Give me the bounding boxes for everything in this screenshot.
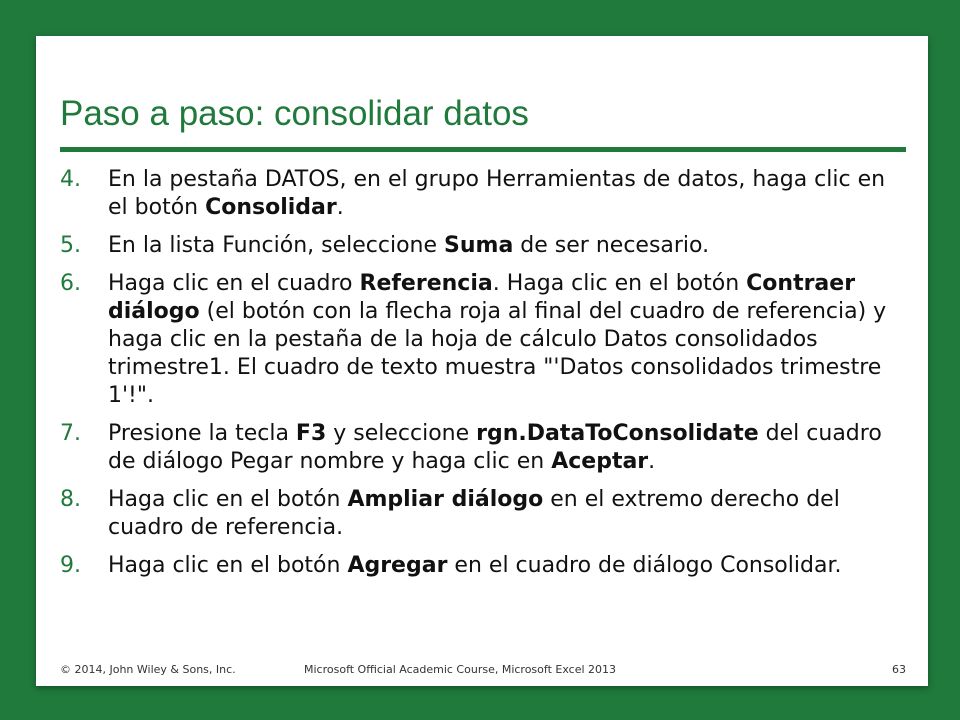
step-item	[60, 232, 910, 260]
title-underline	[60, 147, 906, 152]
footer-copyright: © 2014, John Wiley & Sons, Inc.	[60, 663, 236, 676]
step-emphasis: rgn.DataToConsolidate	[476, 421, 759, 446]
step-text-segment: .	[336, 195, 344, 220]
step-emphasis: Suma	[444, 233, 514, 258]
slide-title: Paso a paso: consolidar datos	[60, 94, 529, 133]
step-text	[108, 232, 910, 260]
step-text-segment: .	[648, 449, 656, 474]
step-text-segment: del cuadro de diálogo Pegar nombre y haga clic en	[108, 421, 882, 474]
step-emphasis: Referencia	[359, 271, 493, 296]
footer-course: Microsoft Official Academic Course, Microsoft Excel 2013	[304, 663, 617, 676]
step-item	[60, 270, 910, 410]
step-item	[60, 486, 910, 542]
step-text-segment: y seleccione	[326, 421, 477, 446]
step-emphasis: Consolidar	[205, 195, 337, 220]
step-text-segment: Haga clic en el botón	[108, 487, 348, 512]
step-text	[108, 552, 910, 580]
slide	[36, 36, 928, 686]
step-item	[60, 552, 910, 580]
step-text-segment: Presione la tecla	[108, 421, 296, 446]
step-text-segment: en el extremo derecho del cuadro de referencia.	[108, 487, 840, 540]
step-text-segment: Haga clic en el botón	[108, 553, 348, 578]
step-emphasis: Aceptar	[551, 449, 649, 474]
step-text-segment: de ser necesario.	[513, 233, 710, 258]
step-number: 7.	[60, 421, 81, 446]
step-emphasis: Agregar	[347, 553, 448, 578]
slide-footer	[60, 663, 906, 679]
step-text-segment: Haga clic en el cuadro	[108, 271, 360, 296]
step-number: 5.	[60, 233, 81, 258]
step-text-segment: . Haga clic en el botón	[492, 271, 747, 296]
step-list	[60, 166, 910, 590]
step-text-segment: En la lista Función, seleccione	[108, 233, 445, 258]
step-text	[108, 486, 910, 542]
step-emphasis: Ampliar diálogo	[347, 487, 544, 512]
step-text	[108, 420, 910, 476]
step-text-segment: (el botón con la flecha roja al final del cuadro de referencia) y haga clic en la pestaña de la hoja de cálculo Datos consolidados trimestre1. El cuadro de texto muestra "'Datos consolidados trimestre 1'!".	[108, 299, 887, 408]
step-number: 8.	[60, 487, 81, 512]
step-number: 6.	[60, 271, 81, 296]
step-emphasis: F3	[295, 421, 327, 446]
step-text	[108, 166, 910, 222]
step-number: 4.	[60, 167, 81, 192]
footer-page-number: 63	[892, 663, 906, 676]
step-number: 9.	[60, 553, 81, 578]
step-emphasis: Contraer diálogo	[108, 271, 856, 324]
step-item	[60, 420, 910, 476]
step-text	[108, 270, 910, 410]
step-text-segment: en el cuadro de diálogo Consolidar.	[447, 553, 842, 578]
step-text-segment: En la pestaña DATOS, en el grupo Herramientas de datos, haga clic en el botón	[108, 167, 886, 220]
step-item	[60, 166, 910, 222]
